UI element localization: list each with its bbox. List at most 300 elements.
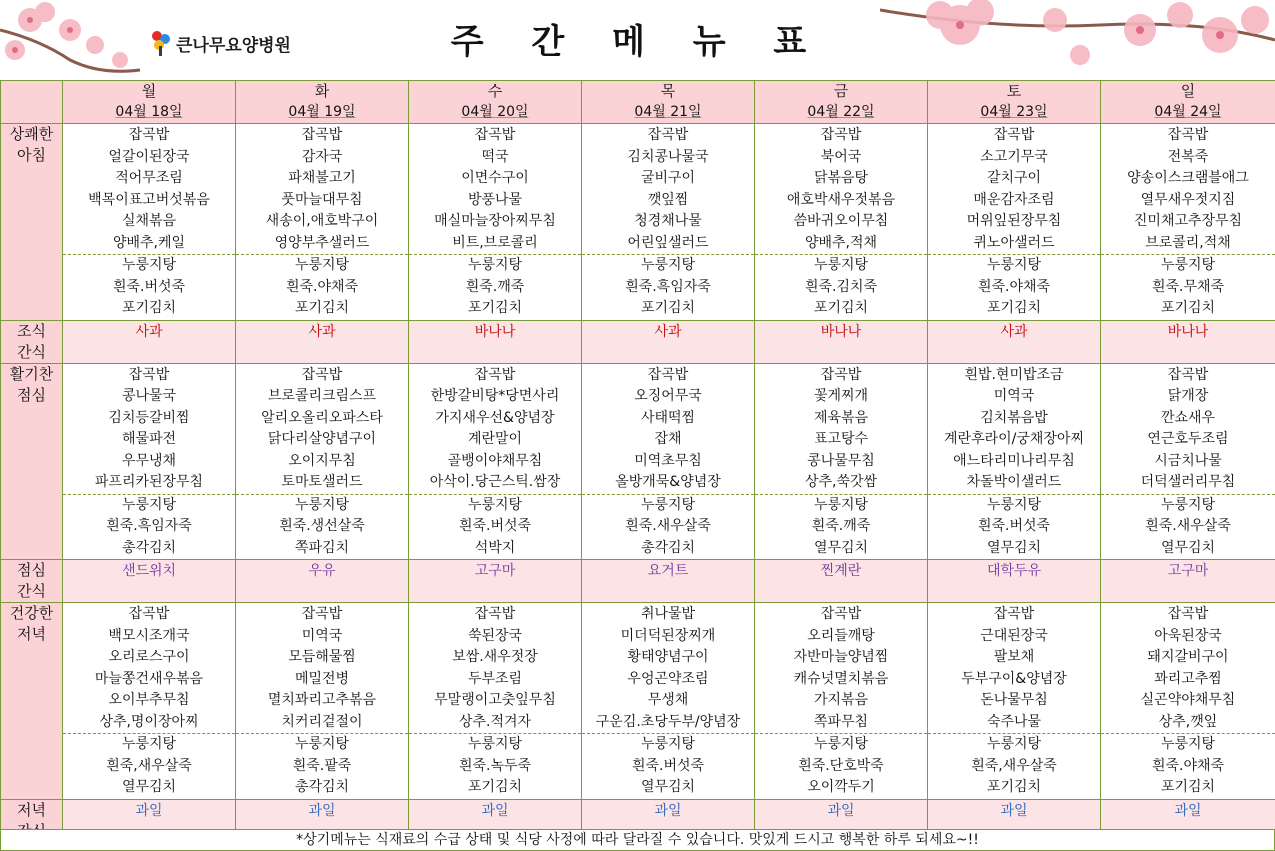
lunch-cell [409, 363, 582, 560]
meal-label-text: 활기찬 [9, 364, 54, 383]
day-name: 수 [487, 82, 503, 100]
dish-item: 잡곡밥 [128, 606, 170, 622]
porridge-dishes [755, 494, 927, 560]
snack-cell: 과일 [409, 799, 582, 842]
porridge-dishes [1101, 254, 1275, 320]
dish-item: 알리오올리오파스타 [261, 409, 383, 426]
day-header [63, 81, 236, 124]
dish-item: 총각김치 [121, 539, 177, 556]
dish-item: 누룽지탕 [986, 496, 1042, 513]
snack-morning-row [1, 320, 1275, 363]
lunch-cell [63, 363, 236, 560]
dish-item: 우무냉채 [121, 452, 177, 469]
dish-item: 잡곡밥 [993, 606, 1035, 622]
dish-item: 꽃게찌개 [813, 388, 869, 404]
day-date: 04월 20일 [461, 104, 529, 120]
dish-item: 흰죽.김치죽 [804, 278, 878, 295]
porridge-dishes [582, 254, 754, 320]
dish-item: 누룽지탕 [467, 257, 523, 273]
dish-item: 흰죽.흑임자죽 [106, 518, 192, 534]
dish-item: 치커리겉절이 [281, 713, 363, 730]
dish-item: 콩나물무침 [807, 452, 875, 469]
porridge-dishes [928, 733, 1100, 799]
porridge-dishes [582, 733, 754, 799]
dish-item: 가지볶음 [813, 692, 869, 708]
corner-cell [1, 81, 63, 124]
dish-item: 닭개장 [1167, 388, 1209, 404]
dish-item: 포기김치 [986, 779, 1042, 795]
porridge-dishes [1101, 494, 1275, 560]
dish-item: 잡곡밥 [301, 606, 343, 622]
dish-item: 골뱅이야채무침 [447, 452, 543, 469]
dish-item: 돈나물무침 [980, 692, 1048, 708]
dish-item: 애느타리미나리무침 [953, 452, 1075, 469]
dish-item: 잡곡밥 [474, 606, 516, 622]
porridge-dishes [409, 494, 581, 560]
dish-item: 미역국 [993, 388, 1035, 404]
dish-item: 포기김치 [467, 300, 523, 316]
dish-item: 열무새우젓지짐 [1140, 191, 1236, 208]
dish-item: 돼지갈비구이 [1147, 649, 1229, 665]
dish-item: 포기김치 [121, 300, 177, 316]
dish-item: 잡곡밥 [1167, 606, 1209, 622]
dish-item: 누룽지탕 [986, 257, 1042, 273]
snack-cell: 샌드위치 [63, 560, 236, 603]
snack-cell: 사과 [236, 320, 409, 363]
dish-item: 브로콜리,적채 [1145, 234, 1231, 251]
dish-item: 어린잎샐러드 [627, 234, 709, 251]
porridge-dishes [755, 733, 927, 799]
dish-item: 포기김치 [1160, 300, 1216, 316]
dish-item: 흰죽.녹두죽 [458, 757, 532, 774]
dish-item: 흰죽.깨죽 [465, 278, 525, 295]
day-header [582, 81, 755, 124]
meal-label-text: 간식 [17, 342, 46, 361]
lunch-cell [1101, 363, 1275, 560]
dish-item: 방풍나물 [467, 191, 523, 208]
dish-item: 굴비구이 [640, 170, 696, 186]
snack-cell: 과일 [928, 799, 1101, 842]
dish-item: 열무김치 [121, 779, 177, 795]
dish-item: 잡곡밥 [647, 366, 689, 383]
dish-item: 가지새우선&양념장 [435, 409, 555, 426]
meal-label-text: 점심 [17, 385, 46, 404]
dish-item: 한방갈비탕*당면사리 [430, 388, 560, 404]
snack-cell: 사과 [928, 320, 1101, 363]
dish-item: 깐쇼새우 [1160, 409, 1216, 426]
dish-item: 누룽지탕 [1160, 736, 1216, 752]
dish-item: 미역초무침 [634, 452, 702, 469]
dish-item: 백목이표고버섯볶음 [88, 191, 210, 208]
dish-item: 흰죽.단호박죽 [798, 757, 884, 774]
main-dishes [1101, 603, 1275, 733]
dish-item: 누룽지탕 [467, 736, 523, 752]
dish-item: 흰죽.새우살죽 [625, 518, 711, 534]
dish-item: 누룽지탕 [1160, 496, 1216, 513]
dish-item: 토마토샐러드 [281, 474, 363, 490]
dish-item: 모듬해물찜 [288, 649, 356, 665]
dish-item: 잡곡밥 [301, 366, 343, 383]
dish-item: 취나물밥 [640, 606, 696, 622]
dish-item: 누룽지탕 [1160, 257, 1216, 273]
dish-item: 누룽지탕 [294, 736, 350, 752]
main-dishes [755, 603, 927, 733]
dish-item: 누룽지탕 [640, 736, 696, 752]
dish-item: 누룽지탕 [294, 257, 350, 273]
main-dishes [1101, 364, 1275, 494]
breakfast-cell [928, 124, 1101, 321]
dish-item: 누룽지탕 [986, 736, 1042, 752]
dish-item: 흰죽.버섯죽 [112, 278, 186, 295]
dish-item: 브로콜리크림스프 [267, 388, 377, 404]
dish-item: 흰죽,새우살죽 [971, 757, 1057, 774]
lunch-cell [755, 363, 928, 560]
dish-item: 상추.적겨자 [458, 713, 532, 730]
dish-item: 미역국 [301, 627, 343, 644]
porridge-dishes [63, 254, 235, 320]
dish-item: 쪽파김치 [294, 539, 350, 556]
dish-item: 양배추,적채 [804, 234, 878, 251]
dish-item: 씀바귀오이무침 [793, 213, 889, 229]
main-dishes [409, 124, 581, 254]
day-date: 04월 21일 [634, 104, 702, 120]
dish-item: 두부조림 [467, 670, 523, 687]
dish-item: 포기김치 [1160, 779, 1216, 795]
dish-item: 새송이,애호박구이 [265, 213, 379, 229]
dish-item: 잡곡밥 [128, 127, 170, 143]
porridge-dishes [928, 494, 1100, 560]
dish-item: 팔보채 [993, 649, 1035, 665]
dish-item: 애호박새우젓볶음 [786, 191, 896, 208]
meal-label-text: 점심 [17, 561, 46, 579]
snack-cell: 과일 [236, 799, 409, 842]
dish-item: 오리로스구이 [108, 649, 190, 665]
meal-label-text: 간식 [17, 582, 46, 600]
day-header [236, 81, 409, 124]
dish-item: 상추,깻잎 [1158, 713, 1218, 730]
dish-item: 흰죽.야채죽 [285, 278, 359, 295]
meal-label-text: 아침 [17, 146, 46, 164]
main-dishes [928, 124, 1100, 254]
day-name: 일 [1180, 82, 1196, 100]
dish-item: 열무김치 [640, 779, 696, 795]
lunch-cell [236, 363, 409, 560]
day-name: 토 [1006, 82, 1022, 100]
dish-item: 비트,브로콜리 [452, 234, 538, 251]
dinner-row [1, 603, 1275, 800]
snack-cell: 바나나 [409, 320, 582, 363]
dish-item: 김치콩나물국 [627, 148, 709, 165]
dish-item: 누룽지탕 [121, 736, 177, 752]
dish-item: 콩나물국 [121, 388, 177, 404]
snack-cell: 과일 [582, 799, 755, 842]
dish-item: 흰죽.생선살죽 [279, 518, 365, 534]
porridge-dishes [928, 254, 1100, 320]
dish-item: 흰죽.야채죽 [1151, 757, 1225, 774]
dish-item: 잡곡밥 [128, 366, 170, 383]
dish-item: 해물파전 [121, 431, 177, 447]
snack-cell: 사과 [63, 320, 236, 363]
main-dishes [409, 364, 581, 494]
porridge-dishes [582, 494, 754, 560]
dish-item: 풋마늘대무침 [281, 191, 363, 208]
main-dishes [63, 364, 235, 494]
day-name: 월 [141, 82, 157, 100]
dish-item: 양송이스크램블애그 [1127, 170, 1249, 186]
dish-item: 파프리카된장무침 [94, 474, 204, 490]
dish-item: 잡곡밥 [474, 127, 516, 143]
dish-item: 누룽지탕 [813, 257, 869, 273]
meal-label-lunch [1, 363, 63, 560]
dish-item: 흰죽.버섯죽 [977, 518, 1051, 534]
dish-item: 매운감자조림 [973, 191, 1055, 208]
dish-item: 쑥된장국 [467, 627, 523, 644]
dish-item: 이면수구이 [461, 170, 529, 186]
dish-item: 감자국 [301, 148, 343, 165]
dish-item: 누룽지탕 [121, 496, 177, 513]
breakfast-cell [755, 124, 928, 321]
porridge-dishes [755, 254, 927, 320]
dish-item: 열무김치 [1160, 539, 1216, 556]
dish-item: 마늘쫑건새우볶음 [94, 670, 204, 687]
footer-notice: *상기메뉴는 식재료의 수급 상태 및 식당 사정에 따라 달라질 수 있습니다. 맛있게 드시고 행복한 하루 되세요~!! [0, 829, 1275, 851]
dish-item: 열무김치 [986, 539, 1042, 556]
meal-label-text: 조식 [17, 321, 46, 340]
dish-item: 흰죽,새우살죽 [106, 757, 192, 774]
dinner-cell [1101, 603, 1275, 800]
day-date: 04월 22일 [807, 104, 875, 120]
dinner-cell [63, 603, 236, 800]
dinner-cell [755, 603, 928, 800]
dish-item: 제육볶음 [813, 409, 869, 426]
porridge-dishes [409, 254, 581, 320]
dish-item: 흰죽.새우살죽 [1145, 518, 1231, 534]
dish-item: 근대된장국 [980, 627, 1048, 644]
dish-item: 퀴노아샐러드 [973, 234, 1055, 251]
dish-item: 누룽지탕 [640, 257, 696, 273]
meal-label-text: 저녁 [17, 625, 46, 643]
meal-label-text: 상쾌한 [9, 125, 54, 143]
dish-item: 실곤약야채무침 [1140, 692, 1236, 708]
dish-item: 잡곡밥 [1167, 127, 1209, 143]
dish-item: 잡곡밥 [301, 127, 343, 143]
day-header [755, 81, 928, 124]
dish-item: 흰죽.흑임자죽 [625, 278, 711, 295]
main-dishes [1101, 124, 1275, 254]
dish-item: 상추,쑥갓쌈 [804, 474, 878, 490]
meal-label-text: 건강한 [9, 604, 54, 622]
main-dishes [755, 364, 927, 494]
dish-item: 황태양념구이 [627, 649, 709, 665]
main-dishes [582, 603, 754, 733]
dish-item: 두부구이&양념장 [961, 670, 1067, 687]
page-title: 주 간 메 뉴 표 [450, 22, 825, 62]
main-dishes [409, 603, 581, 733]
dish-item: 오리들깨탕 [807, 627, 875, 644]
dish-item: 포기김치 [467, 779, 523, 795]
breakfast-cell [236, 124, 409, 321]
dish-item: 양배추,케일 [112, 234, 186, 251]
dish-item: 흰죽.무채죽 [1151, 278, 1225, 295]
dish-item: 무말랭이고춧잎무침 [434, 692, 556, 708]
main-dishes [63, 124, 235, 254]
main-dishes [755, 124, 927, 254]
snack-cell: 사과 [582, 320, 755, 363]
dish-item: 누룽지탕 [121, 257, 177, 273]
meal-label-breakfast [1, 124, 63, 321]
main-dishes [236, 124, 408, 254]
dish-item: 누룽지탕 [813, 496, 869, 513]
main-dishes [63, 603, 235, 733]
dish-item: 전복죽 [1167, 148, 1209, 165]
dish-item: 닭다리살양념구이 [267, 431, 377, 447]
dish-item: 차돌박이샐러드 [966, 474, 1062, 490]
dish-item: 영양부추샐러드 [274, 234, 370, 251]
dinner-cell [409, 603, 582, 800]
snack-cell: 대학두유 [928, 560, 1101, 603]
dish-item: 무생채 [647, 692, 689, 708]
dish-item: 상추,명이장아찌 [99, 713, 199, 730]
meal-label-snack-lunch [1, 560, 63, 603]
snack-cell: 과일 [63, 799, 236, 842]
dish-item: 청경채나물 [634, 213, 702, 229]
snack-lunch-row [1, 560, 1275, 603]
snack-cell: 우유 [236, 560, 409, 603]
dish-item: 포기김치 [640, 300, 696, 316]
day-date: 04월 24일 [1154, 104, 1222, 120]
dish-item: 메밀전병 [294, 670, 350, 687]
dish-item: 석박지 [474, 539, 516, 556]
day-header [1101, 81, 1275, 124]
day-date: 04월 19일 [288, 104, 356, 120]
dish-item: 멸치꽈리고추볶음 [267, 692, 377, 708]
dish-item: 포기김치 [813, 300, 869, 316]
dish-item: 총각김치 [640, 539, 696, 556]
dish-item: 닭볶음탕 [813, 170, 869, 186]
snack-cell: 과일 [755, 799, 928, 842]
dish-item: 총각김치 [294, 779, 350, 795]
snack-cell: 바나나 [755, 320, 928, 363]
dish-item: 오이지무침 [288, 452, 356, 469]
dish-item: 사태떡찜 [640, 409, 696, 426]
dish-item: 아삭이.당근스틱.쌈장 [429, 474, 561, 490]
snack-cell: 요거트 [582, 560, 755, 603]
day-name: 목 [660, 82, 676, 100]
dish-item: 소고기무국 [980, 148, 1048, 165]
dish-item: 갈치구이 [986, 170, 1042, 186]
dish-item: 캐슈넛멸치볶음 [793, 670, 889, 687]
breakfast-cell [1101, 124, 1275, 321]
porridge-dishes [63, 494, 235, 560]
dish-item: 시금치나물 [1154, 452, 1222, 469]
dish-item: 매실마늘장아찌무침 [434, 213, 556, 229]
weekly-menu-table [0, 80, 1275, 843]
main-dishes [928, 364, 1100, 494]
lunch-cell [928, 363, 1101, 560]
dish-item: 잡곡밥 [820, 127, 862, 143]
dish-item: 아욱된장국 [1154, 627, 1222, 644]
breakfast-cell [409, 124, 582, 321]
dish-item: 오이깍두기 [807, 779, 875, 795]
dish-item: 김치볶음밥 [980, 409, 1048, 426]
dish-item: 흰밥.현미밥조금 [964, 366, 1064, 383]
dish-item: 적어무조림 [115, 170, 183, 186]
dish-item: 표고탕수 [813, 431, 869, 447]
main-dishes [582, 364, 754, 494]
page-header [0, 0, 1275, 80]
dish-item: 흰죽.버섯죽 [458, 518, 532, 534]
dish-item: 잡곡밥 [647, 127, 689, 143]
dish-item: 숙주나물 [986, 713, 1042, 730]
hospital-name: 큰나무요양병원 [176, 35, 291, 56]
day-header [928, 81, 1101, 124]
meal-label-snack-morning [1, 320, 63, 363]
snack-cell: 과일 [1101, 799, 1275, 842]
dish-item: 누룽지탕 [294, 496, 350, 513]
snack-cell: 고구마 [409, 560, 582, 603]
dish-item: 김치등갈비찜 [108, 409, 190, 426]
dish-item: 북어국 [820, 148, 862, 165]
dish-item: 잡곡밥 [820, 366, 862, 383]
dish-item: 누룽지탕 [813, 736, 869, 752]
dinner-cell [928, 603, 1101, 800]
dish-item: 쪽파무침 [813, 713, 869, 730]
lunch-row [1, 363, 1275, 560]
dish-item: 잡곡밥 [474, 366, 516, 383]
porridge-dishes [236, 494, 408, 560]
porridge-dishes [236, 733, 408, 799]
day-header [409, 81, 582, 124]
dish-item: 누룽지탕 [640, 496, 696, 513]
dish-item: 떡국 [481, 148, 509, 165]
snack-cell: 찐계란 [755, 560, 928, 603]
dinner-cell [236, 603, 409, 800]
dish-item: 구운김.초당두부/양념장 [595, 713, 741, 730]
dish-item: 자반마늘양념찜 [793, 649, 889, 665]
dish-item: 꽈리고추찜 [1154, 670, 1222, 687]
main-dishes [582, 124, 754, 254]
dish-item: 포기김치 [294, 300, 350, 316]
dish-item: 열무김치 [813, 539, 869, 556]
meal-label-dinner [1, 603, 63, 800]
breakfast-row [1, 124, 1275, 321]
dish-item: 깻잎찜 [647, 191, 689, 208]
snack-cell: 바나나 [1101, 320, 1275, 363]
dish-item: 파채불고기 [288, 170, 356, 186]
day-header-row [1, 81, 1275, 124]
dish-item: 백모시조개국 [108, 627, 190, 644]
dish-item: 잡곡밥 [1167, 366, 1209, 383]
main-dishes [236, 603, 408, 733]
day-name: 화 [314, 82, 330, 100]
dinner-cell [582, 603, 755, 800]
dish-item: 흰죽.야채죽 [977, 278, 1051, 295]
main-dishes [236, 364, 408, 494]
day-date: 04월 18일 [115, 104, 183, 120]
dish-item: 계란말이 [467, 431, 523, 447]
dish-item: 포기김치 [986, 300, 1042, 316]
dish-item: 오이부추무침 [108, 692, 190, 708]
dish-item: 흰죽.버섯죽 [631, 757, 705, 774]
dish-item: 누룽지탕 [467, 496, 523, 513]
dish-item: 미더덕된장찌개 [620, 627, 716, 644]
dish-item: 오징어무국 [634, 388, 702, 404]
porridge-dishes [409, 733, 581, 799]
meal-label-text: 저녁 [17, 800, 46, 819]
lunch-cell [582, 363, 755, 560]
dish-item: 실채볶음 [121, 213, 177, 229]
dish-item: 흰죽.팥죽 [292, 757, 352, 774]
